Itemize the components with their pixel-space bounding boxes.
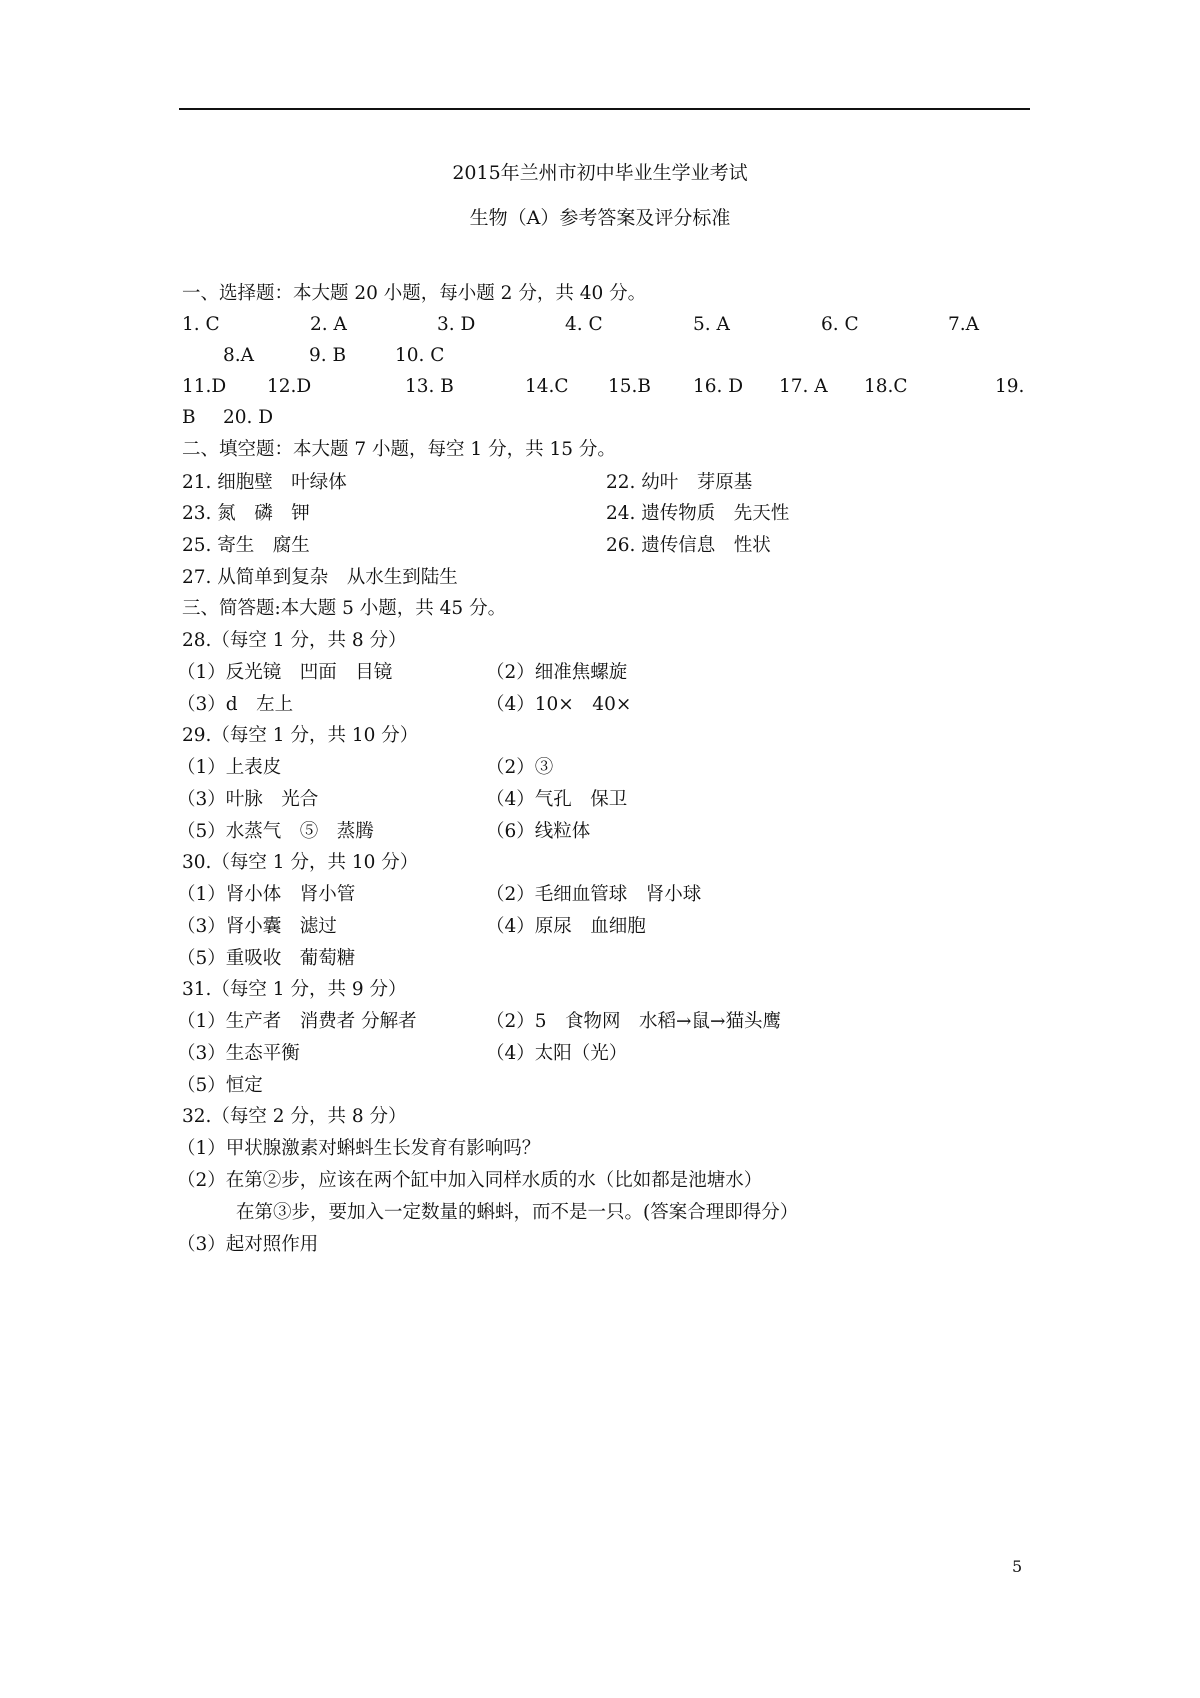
mc-answer: 1. C [182, 314, 220, 335]
short-answer: （2）③ [486, 757, 554, 778]
mc-answer: 4. C [565, 314, 603, 335]
short-answer: （4）太阳（光） [486, 1043, 628, 1064]
fill-answer: 26. 遗传信息 性状 [606, 535, 771, 556]
question-header: 31.（每空 1 分，共 9 分） [182, 979, 407, 1000]
short-answer: （4）10× 40× [486, 694, 632, 715]
mc-answer: 10. C [395, 345, 445, 366]
section1-heading: 一、选择题：本大题 20 小题，每小题 2 分，共 40 分。 [182, 283, 647, 304]
short-answer: （1）反光镜 凹面 目镜 [177, 662, 393, 683]
question-header: 28.（每空 1 分，共 8 分） [182, 630, 407, 651]
short-answer: （2）毛细血管球 肾小球 [486, 884, 702, 905]
short-answer: （5）水蒸气 ⑤ 蒸腾 [177, 821, 374, 842]
short-answer: 在第③步，要加入一定数量的蝌蚪，而不是一只。(答案合理即得分） [236, 1202, 799, 1223]
short-answer: （6）线粒体 [486, 821, 591, 842]
short-answer: （1）肾小体 肾小管 [177, 884, 356, 905]
mc-answer: 20. D [223, 407, 274, 428]
mc-answer: 16. D [693, 376, 744, 397]
short-answer: （2）5 食物网 水稻→鼠→猫头鹰 [486, 1011, 782, 1032]
mc-answer: 5. A [693, 314, 730, 335]
short-answer: （4）气孔 保卫 [486, 789, 628, 810]
short-answer: （5）恒定 [177, 1075, 263, 1096]
short-answer: （4）原尿 血细胞 [486, 916, 646, 937]
mc-answer: 2. A [310, 314, 347, 335]
fill-answer: 22. 幼叶 芽原基 [606, 472, 753, 493]
section3-heading: 三、简答题:本大题 5 小题，共 45 分。 [182, 598, 507, 619]
fill-answer: 23. 氮 磷 钾 [182, 503, 310, 524]
short-answer: （5）重吸收 葡萄糖 [177, 948, 356, 969]
fill-answer: 27. 从简单到复杂 从水生到陆生 [182, 567, 458, 588]
section2-heading: 二、填空题：本大题 7 小题，每空 1 分，共 15 分。 [182, 439, 616, 460]
question-header: 30.（每空 1 分，共 10 分） [182, 852, 419, 873]
short-answer: （1）生产者 消费者 分解者 [177, 1011, 417, 1032]
short-answer: （2）细准焦螺旋 [486, 662, 628, 683]
mc-answer: 17. A [779, 376, 828, 397]
short-answer: （1）甲状腺激素对蝌蚪生长发育有影响吗？ [177, 1138, 541, 1159]
mc-answer: 14.C [525, 376, 569, 397]
mc-answer: 3. D [437, 314, 476, 335]
mc-answer: 7.A [948, 314, 980, 335]
short-answer: （3）生态平衡 [177, 1043, 300, 1064]
mc-answer: 9. B [309, 345, 347, 366]
mc-answer: 13. B [405, 376, 454, 397]
answer-key-subtitle: 生物（A）参考答案及评分标准 [469, 207, 731, 229]
fill-answer: 24. 遗传物质 先天性 [606, 503, 790, 524]
mc-answer: B [182, 407, 196, 428]
fill-answer: 21. 细胞壁 叶绿体 [182, 472, 347, 493]
short-answer: （3）肾小囊 滤过 [177, 916, 337, 937]
mc-answer: 12.D [267, 376, 312, 397]
mc-answer: 15.B [608, 376, 652, 397]
fill-answer: 25. 寄生 腐生 [182, 535, 310, 556]
short-answer: （3）d 左上 [177, 694, 294, 715]
header-rule [179, 108, 1030, 110]
page-number: 5 [1012, 1557, 1023, 1576]
short-answer: （3）起对照作用 [177, 1234, 319, 1255]
short-answer: （2）在第②步，应该在两个缸中加入同样水质的水（比如都是池塘水） [177, 1170, 763, 1191]
mc-answer: 6. C [821, 314, 859, 335]
question-header: 32.（每空 2 分，共 8 分） [182, 1106, 407, 1127]
question-header: 29.（每空 1 分，共 10 分） [182, 725, 419, 746]
mc-answer: 8.A [223, 345, 255, 366]
short-answer: （1）上表皮 [177, 757, 282, 778]
short-answer: （3）叶脉 光合 [177, 789, 319, 810]
mc-answer: 11.D [182, 376, 227, 397]
exam-title: 2015年兰州市初中毕业生学业考试 [452, 162, 748, 184]
mc-answer: 18.C [864, 376, 908, 397]
mc-answer: 19. [995, 376, 1025, 397]
